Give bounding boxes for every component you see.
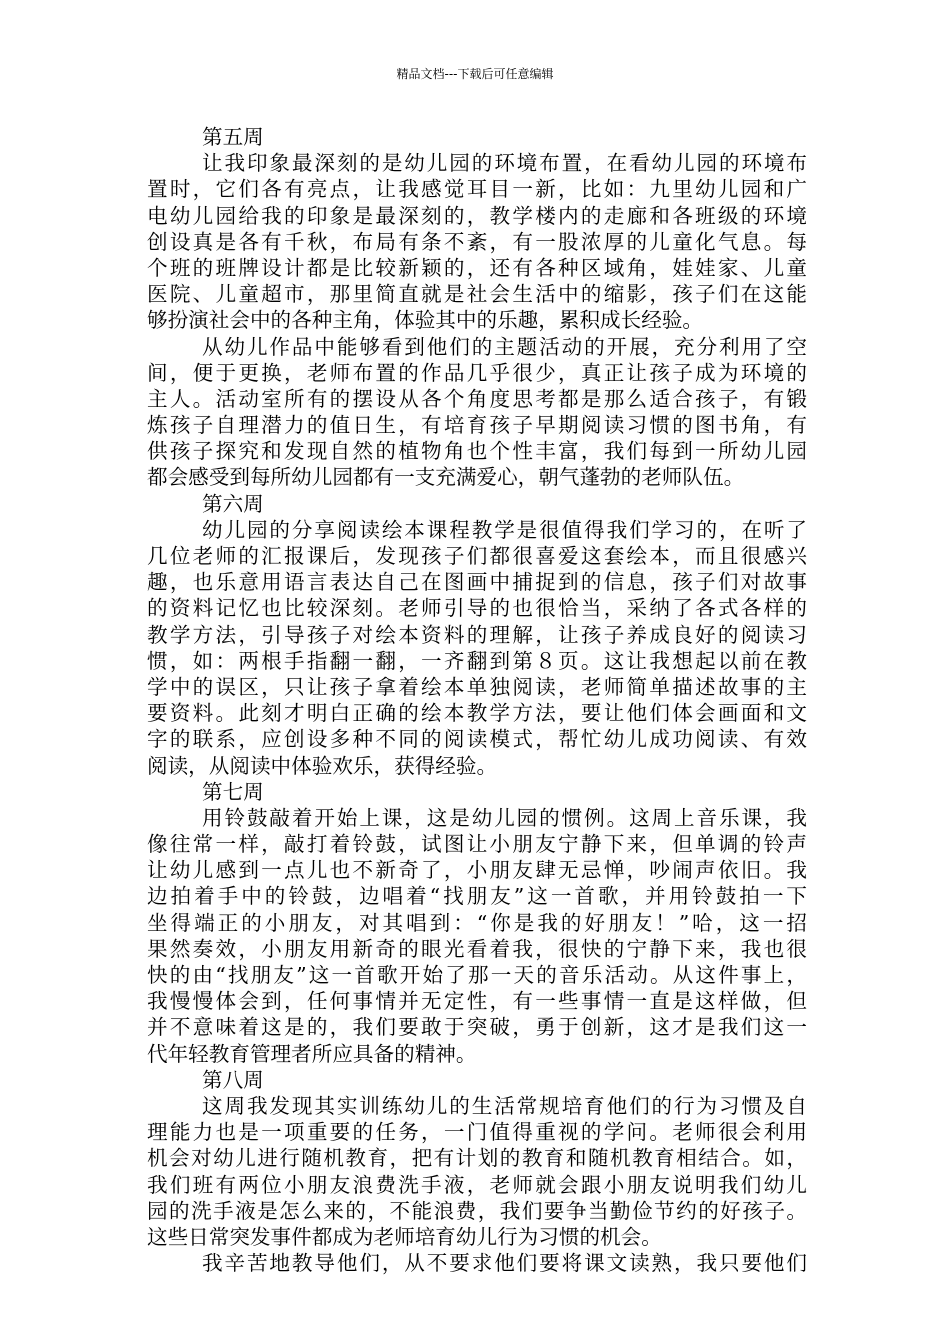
paragraph-line: 幼儿园的分享阅读绘本课程教学是很值得我们学习的，在听了 (202, 517, 807, 542)
paragraph-line: 并不意味着这是的，我们要敢于突破，勇于创新，这才是我们这一 (147, 1015, 807, 1040)
paragraph-line: 几位老师的汇报课后，发现孩子们都很喜爱这套绘本，而且很感兴 (147, 544, 807, 568)
paragraph-line: 坐得端正的小朋友，对其唱到：“你是我的好朋友！”哈，这一招 (147, 910, 807, 935)
paragraph-line: 置时，它们各有亮点，让我感觉耳目一新，比如：九里幼儿园和广 (147, 177, 807, 202)
paragraph-line: 理能力也是一项重要的任务，一门值得重视的学问。老师很会利用 (147, 1120, 807, 1145)
paragraph-line: 炼孩子自理潜力的值日生，有培育孩子早期阅读习惯的图书角，有 (147, 413, 807, 438)
paragraph-line: 让我印象最深刻的是幼儿园的环境布置，在看幼儿园的环境布 (202, 151, 807, 176)
section-heading: 第七周 (202, 779, 264, 804)
paragraph-line: 代年轻教育管理者所应具备的精神。 (147, 1041, 477, 1066)
page-header: 精品文档---下载后可任意编辑 (396, 67, 554, 81)
paragraph-line: 边拍着手中的铃鼓，边唱着“找朋友”这一首歌，并用铃鼓拍一下 (147, 884, 807, 909)
paragraph-line: 从幼儿作品中能够看到他们的主题活动的开展，充分利用了空 (202, 334, 807, 359)
paragraph-line: 这些日常突发事件都成为老师培育幼儿行为习惯的机会。 (147, 1224, 662, 1249)
paragraph-line: 够扮演社会中的各种主角，体验其中的乐趣，累积成长经验。 (147, 308, 704, 333)
paragraph-line: 阅读，从阅读中体验欢乐，获得经验。 (147, 753, 498, 778)
paragraph-line: 医院、儿童超市，那里简直就是社会生活中的缩影，孩子们在这能 (147, 282, 807, 307)
section-heading: 第六周 (202, 491, 264, 516)
paragraph-line: 主人。活动室所有的摆设从各个角度思考都是那么适合孩子，有锻 (147, 386, 807, 411)
paragraph-line: 机会对幼儿进行随机教育，把有计划的教育和随机教育相结合。如， (147, 1146, 807, 1171)
paragraph-line: 要资料。此刻才明白正确的绘本教学方法，要让他们体会画面和文 (147, 701, 807, 726)
paragraph-line: 快的由“找朋友”这一首歌开始了那一天的音乐活动。从这件事上， (147, 963, 807, 987)
paragraph-line: 字的联系，应创设多种不同的阅读模式，帮忙幼儿成功阅读、有效 (147, 727, 807, 752)
document-body (147, 124, 807, 1276)
section-heading: 第八周 (202, 1067, 264, 1092)
paragraph-line: 学中的误区，只让孩子拿着绘本单独阅读，老师简单描述故事的主 (147, 674, 807, 699)
paragraph-line: 果然奏效，小朋友用新奇的眼光看着我，很快的宁静下来，我也很 (147, 936, 807, 961)
paragraph-line: 趣，也乐意用语言表达自己在图画中捕捉到的信息，孩子们对故事 (147, 570, 807, 595)
paragraph-line: 个班的班牌设计都是比较新颖的，还有各种区域角，娃娃家、儿童 (147, 255, 807, 280)
paragraph-line: 间，便于更换，老师布置的作品几乎很少，真正让孩子成为环境的 (147, 360, 807, 385)
paragraph-line: 让幼儿感到一点儿也不新奇了，小朋友肆无忌惮，吵闹声依旧。我 (147, 858, 807, 883)
paragraph-line: 我慢慢体会到，任何事情并无定性，有一些事情一直是这样做，但 (147, 989, 807, 1014)
paragraph-line: 都会感受到每所幼儿园都有一支充满爱心，朝气蓬勃的老师队伍。 (147, 465, 745, 490)
paragraph-line: 像往常一样，敲打着铃鼓，试图让小朋友宁静下来，但单调的铃声 (147, 832, 807, 857)
section-heading: 第五周 (202, 125, 264, 149)
paragraph-line: 的资料记忆也比较深刻。老师引导的也很恰当，采纳了各式各样的 (147, 596, 807, 621)
paragraph-line: 我们班有两位小朋友浪费洗手液，老师就会跟小朋友说明我们幼儿 (147, 1172, 807, 1197)
paragraph-line: 电幼儿园给我的印象是最深刻的，教学楼内的走廊和各班级的环境 (147, 203, 807, 228)
paragraph-line: 这周我发现其实训练幼儿的生活常规培育他们的行为习惯及自 (202, 1093, 807, 1118)
paragraph-line: 我辛苦地教导他们，从不要求他们要将课文读熟，我只要他们 (202, 1251, 807, 1276)
paragraph-line: 教学方法，引导孩子对绘本资料的理解，让孩子养成良好的阅读习 (147, 622, 807, 647)
paragraph-line: 创设真是各有千秋，布局有条不紊，有一股浓厚的儿童化气息。每 (147, 229, 807, 254)
paragraph-line: 惯，如：两根手指翻一翻，一齐翻到第８页。这让我想起以前在教 (147, 648, 807, 673)
paragraph-line: 园的洗手液是怎么来的，不能浪费，我们要争当勤俭节约的好孩子。 (147, 1198, 807, 1223)
paragraph-line: 供孩子探究和发现自然的植物角也个性丰富，我们每到一所幼儿园 (147, 439, 807, 464)
paragraph-line: 用铃鼓敲着开始上课，这是幼儿园的惯例。这周上音乐课，我 (202, 805, 807, 830)
